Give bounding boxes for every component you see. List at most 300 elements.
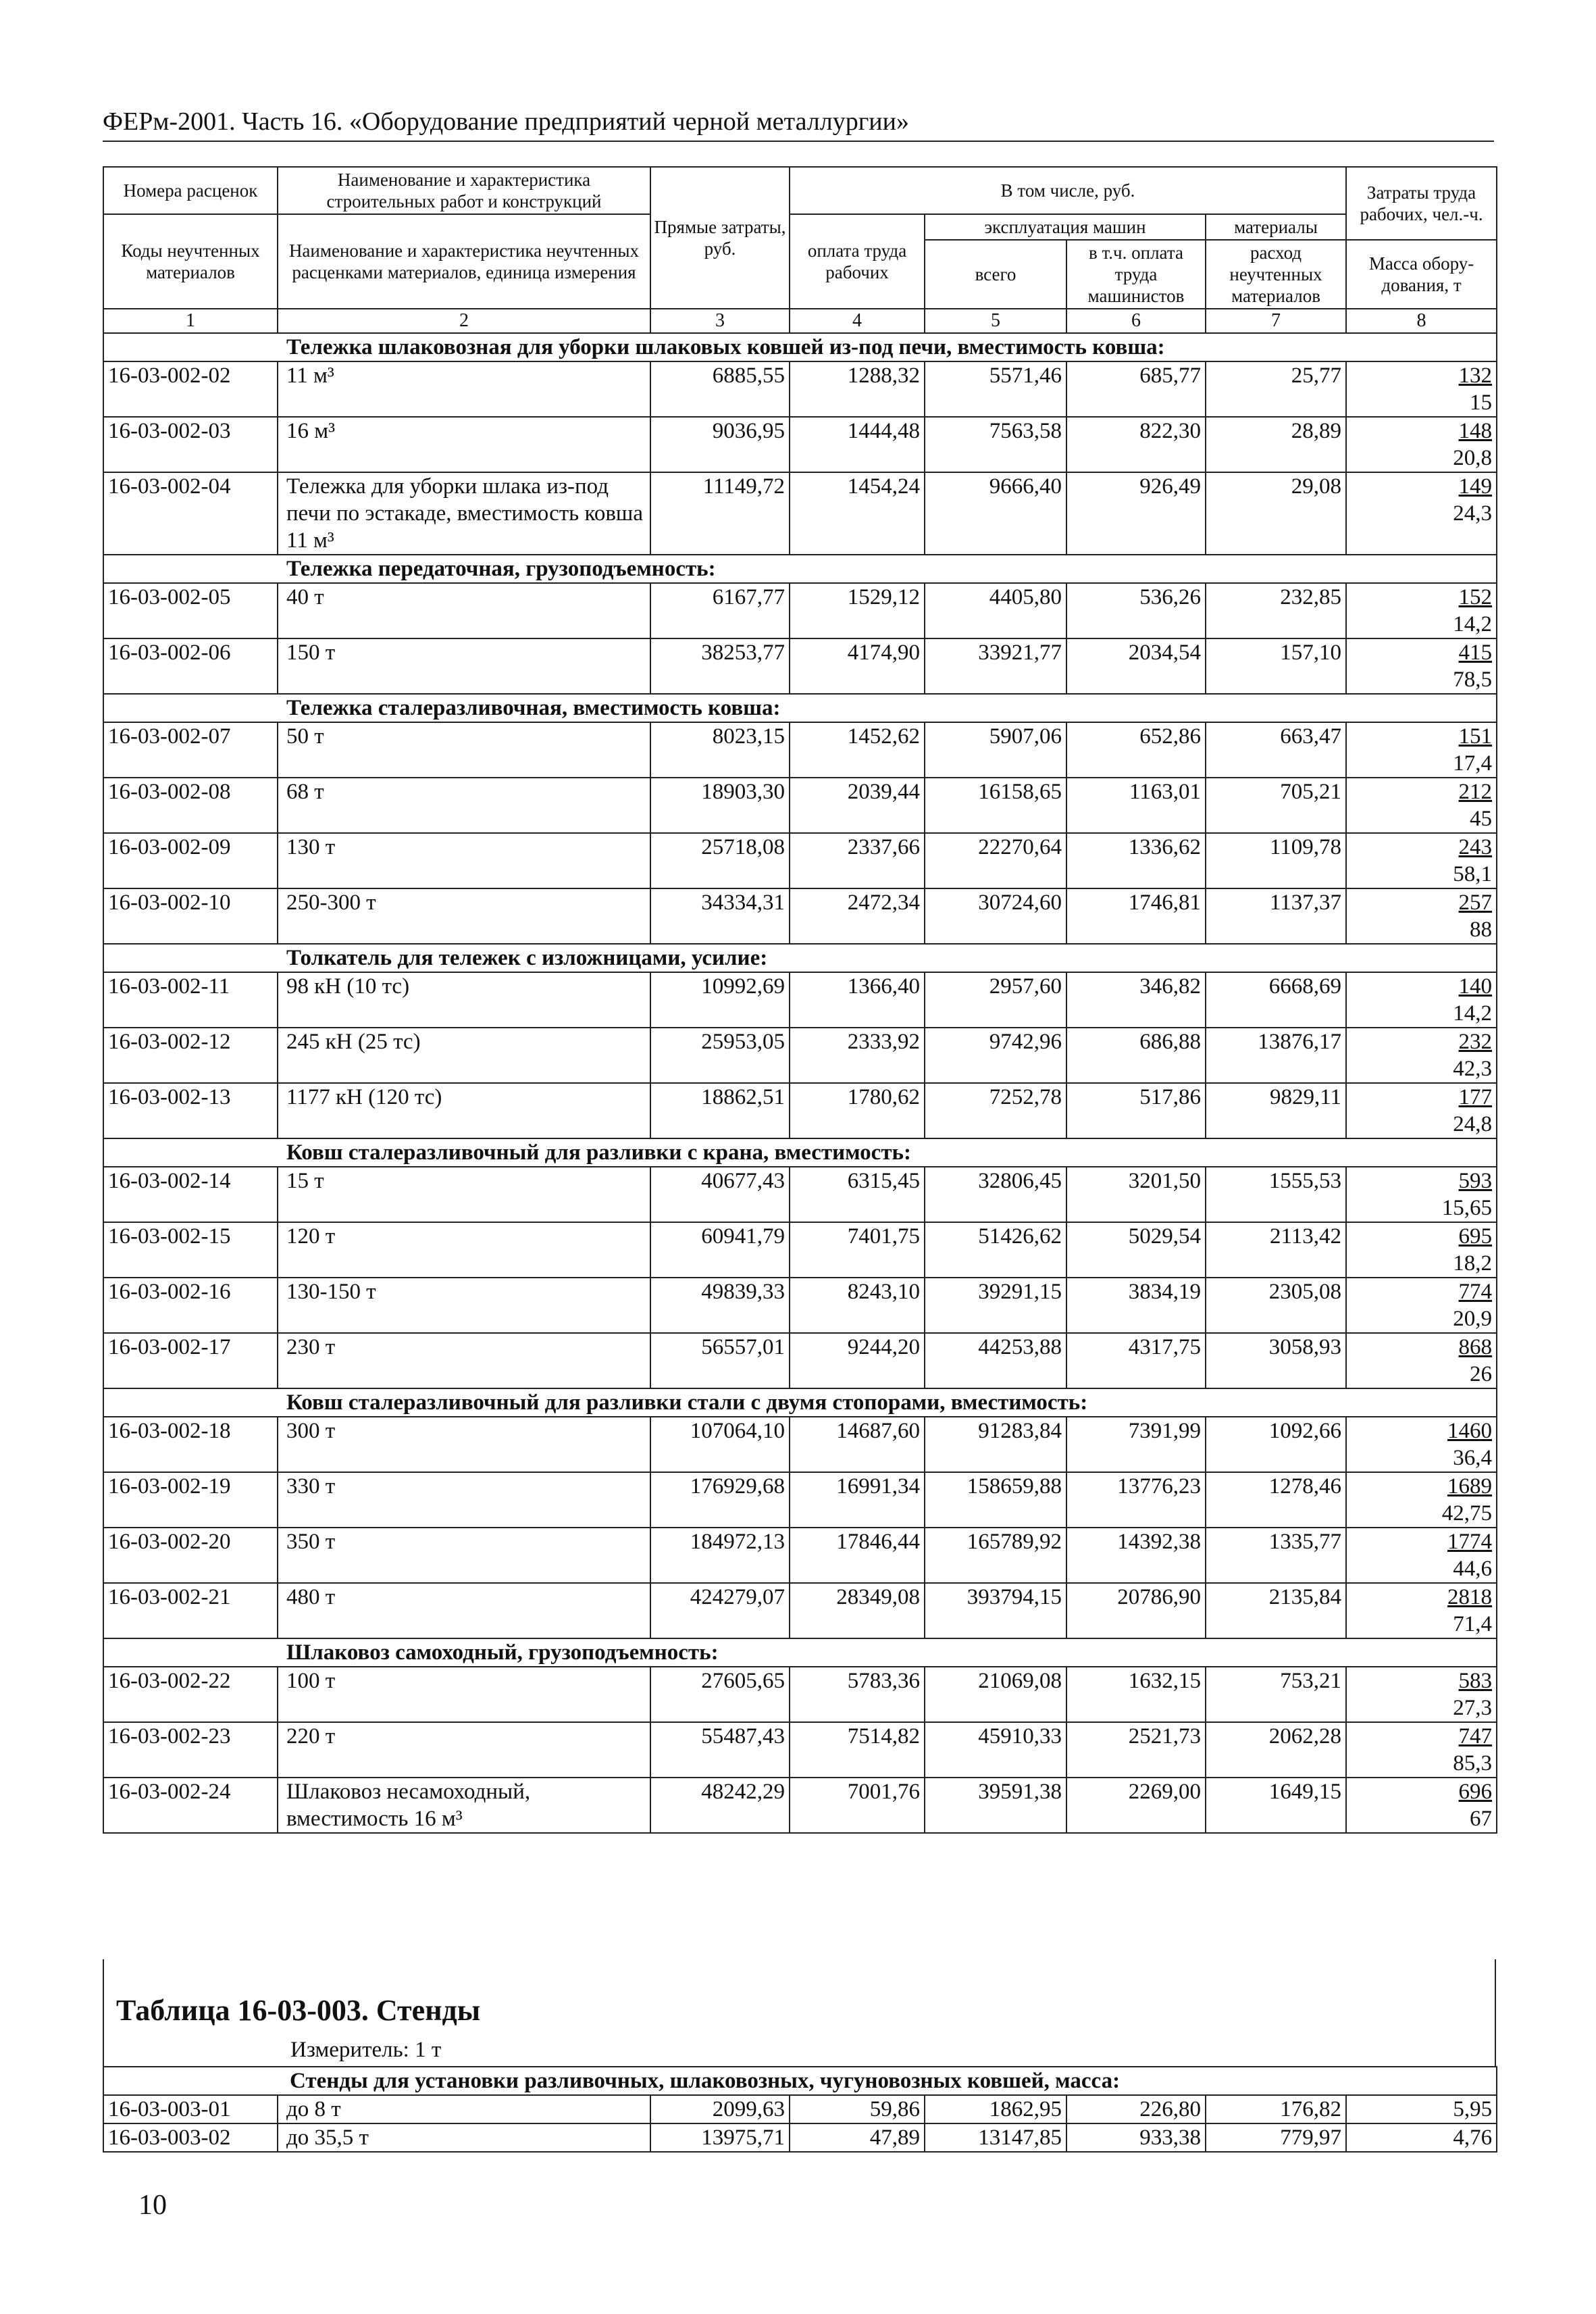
group-row bbox=[103, 1388, 1497, 1417]
mass-value: 15,65 bbox=[1441, 1196, 1493, 1220]
table-row bbox=[103, 1278, 1497, 1333]
operator-pay: 1163,01 bbox=[1066, 778, 1206, 833]
operator-pay: 3834,19 bbox=[1066, 1278, 1206, 1333]
table-row bbox=[103, 1778, 1497, 1833]
table-row bbox=[103, 1417, 1497, 1472]
labor-mass-cell bbox=[1346, 472, 1497, 555]
worker-pay: 59,86 bbox=[790, 2095, 925, 2123]
header-mass: Масса обору-дования, т bbox=[1346, 240, 1497, 309]
worker-pay: 6315,45 bbox=[790, 1167, 925, 1222]
labor-value: 593 bbox=[1458, 1169, 1493, 1193]
work-name: 50 т bbox=[278, 722, 650, 778]
machines-total: 9742,96 bbox=[925, 1028, 1066, 1083]
group-title: Тележка шлаковозная для уборки шлаковых ковшей из-под печи, вместимость ковша: bbox=[103, 333, 1497, 361]
worker-pay: 1454,24 bbox=[790, 472, 925, 555]
group-row bbox=[103, 944, 1497, 972]
labor-value: 232 bbox=[1458, 1030, 1493, 1054]
labor-mass-cell bbox=[1346, 1583, 1497, 1638]
machines-total: 393794,15 bbox=[925, 1583, 1066, 1638]
operator-pay: 1632,15 bbox=[1066, 1667, 1206, 1722]
work-name: 250-300 т bbox=[278, 888, 650, 944]
worker-pay: 7001,76 bbox=[790, 1778, 925, 1833]
machines-total: 44253,88 bbox=[925, 1333, 1066, 1388]
direct-costs: 184972,13 bbox=[650, 1528, 790, 1583]
worker-pay: 47,89 bbox=[790, 2123, 925, 2152]
labor-value: 152 bbox=[1458, 585, 1493, 609]
table-row bbox=[103, 722, 1497, 778]
work-name: 245 кН (25 тс) bbox=[278, 1028, 650, 1083]
materials: 1109,78 bbox=[1206, 833, 1346, 888]
materials: 2305,08 bbox=[1206, 1278, 1346, 1333]
materials: 1649,15 bbox=[1206, 1778, 1346, 1833]
direct-costs: 10992,69 bbox=[650, 972, 790, 1028]
labor-mass-cell bbox=[1346, 972, 1497, 1028]
labor-value: 696 bbox=[1458, 1780, 1493, 1804]
labor-mass-cell bbox=[1346, 1167, 1497, 1222]
table-row bbox=[103, 1667, 1497, 1722]
direct-costs: 176929,68 bbox=[650, 1472, 790, 1528]
rate-code: 16-03-002-05 bbox=[103, 583, 278, 638]
labor-mass-cell bbox=[1346, 888, 1497, 944]
rate-code: 16-03-002-23 bbox=[103, 1722, 278, 1778]
work-name: 68 т bbox=[278, 778, 650, 833]
header-labor: Затраты труда рабочих, чел.-ч. bbox=[1346, 167, 1497, 240]
labor-value: 148 bbox=[1458, 419, 1493, 443]
frame-line bbox=[1495, 1959, 1496, 2067]
rate-code: 16-03-002-15 bbox=[103, 1222, 278, 1278]
mass-value: 18,2 bbox=[1453, 1251, 1493, 1276]
labor-mass-cell bbox=[1346, 1472, 1497, 1528]
materials: 2113,42 bbox=[1206, 1222, 1346, 1278]
table-row bbox=[103, 833, 1497, 888]
direct-costs: 424279,07 bbox=[650, 1583, 790, 1638]
machines-total: 91283,84 bbox=[925, 1417, 1066, 1472]
mass-value: 20,8 bbox=[1453, 446, 1493, 470]
mass-value: 42,3 bbox=[1453, 1057, 1493, 1081]
direct-costs: 2099,63 bbox=[650, 2095, 790, 2123]
table-row bbox=[103, 1722, 1497, 1778]
rate-code: 16-03-002-11 bbox=[103, 972, 278, 1028]
machines-total: 5907,06 bbox=[925, 722, 1066, 778]
direct-costs: 27605,65 bbox=[650, 1667, 790, 1722]
machines-total: 30724,60 bbox=[925, 888, 1066, 944]
operator-pay: 686,88 bbox=[1066, 1028, 1206, 1083]
machines-total: 165789,92 bbox=[925, 1528, 1066, 1583]
labor-mass-cell bbox=[1346, 417, 1497, 472]
materials: 6668,69 bbox=[1206, 972, 1346, 1028]
table-row bbox=[103, 1472, 1497, 1528]
labor-mass-cell bbox=[1346, 722, 1497, 778]
work-name: 480 т bbox=[278, 1583, 650, 1638]
column-number: 6 bbox=[1066, 309, 1206, 333]
work-name: 130-150 т bbox=[278, 1278, 650, 1333]
mass-value: 44,6 bbox=[1453, 1557, 1493, 1581]
labor-mass-cell bbox=[1346, 1222, 1497, 1278]
work-name: 120 т bbox=[278, 1222, 650, 1278]
worker-pay: 1780,62 bbox=[790, 1083, 925, 1138]
machines-total: 45910,33 bbox=[925, 1722, 1066, 1778]
table-row bbox=[103, 638, 1497, 694]
operator-pay: 13776,23 bbox=[1066, 1472, 1206, 1528]
header-direct-costs: Прямые затраты, руб. bbox=[650, 167, 790, 309]
work-name: 300 т bbox=[278, 1417, 650, 1472]
work-name: 330 т bbox=[278, 1472, 650, 1528]
materials: 9829,11 bbox=[1206, 1083, 1346, 1138]
labor-value: 1689 bbox=[1447, 1474, 1493, 1499]
work-name: 40 т bbox=[278, 583, 650, 638]
labor-mass-cell bbox=[1346, 361, 1497, 417]
direct-costs: 18862,51 bbox=[650, 1083, 790, 1138]
table-row bbox=[103, 1167, 1497, 1222]
labor-value: 243 bbox=[1458, 835, 1493, 859]
table-row bbox=[103, 361, 1497, 417]
labor-mass-cell bbox=[1346, 1333, 1497, 1388]
work-name: 98 кН (10 тс) bbox=[278, 972, 650, 1028]
header-materials-use: расход неучтенных материалов bbox=[1206, 240, 1346, 309]
operator-pay: 685,77 bbox=[1066, 361, 1206, 417]
machines-total: 1862,95 bbox=[925, 2095, 1066, 2123]
table-row bbox=[103, 1333, 1497, 1388]
operator-pay: 2269,00 bbox=[1066, 1778, 1206, 1833]
labor-value: 415 bbox=[1458, 640, 1493, 665]
mass-value: 27,3 bbox=[1453, 1696, 1493, 1720]
mass-value: 24,8 bbox=[1453, 1112, 1493, 1136]
materials: 29,08 bbox=[1206, 472, 1346, 555]
column-number: 2 bbox=[278, 309, 650, 333]
operator-pay: 14392,38 bbox=[1066, 1528, 1206, 1583]
worker-pay: 2333,92 bbox=[790, 1028, 925, 1083]
group-row bbox=[103, 1138, 1497, 1167]
mass-value: 26 bbox=[1470, 1362, 1493, 1386]
direct-costs: 6167,77 bbox=[650, 583, 790, 638]
frame-line bbox=[103, 1959, 104, 2067]
group-title: Ковш сталеразливочный для разливки с крана, вместимость: bbox=[103, 1138, 1497, 1167]
labor-mass-cell bbox=[1346, 1028, 1497, 1083]
machines-total: 22270,64 bbox=[925, 833, 1066, 888]
worker-pay: 9244,20 bbox=[790, 1333, 925, 1388]
rates-table bbox=[103, 166, 1497, 1834]
labor-mass-cell bbox=[1346, 1417, 1497, 1472]
work-name: 1177 кН (120 тс) bbox=[278, 1083, 650, 1138]
machines-total: 4405,80 bbox=[925, 583, 1066, 638]
labor-value: 1774 bbox=[1447, 1530, 1493, 1554]
operator-pay: 5029,54 bbox=[1066, 1222, 1206, 1278]
rate-code: 16-03-002-14 bbox=[103, 1167, 278, 1222]
group-row bbox=[103, 694, 1497, 722]
labor-value: 140 bbox=[1458, 974, 1493, 999]
direct-costs: 48242,29 bbox=[650, 1778, 790, 1833]
worker-pay: 1444,48 bbox=[790, 417, 925, 472]
header-operator-pay: в т.ч. оплата труда машинистов bbox=[1066, 240, 1206, 309]
labor-mass-cell bbox=[1346, 1083, 1497, 1138]
table-row bbox=[103, 1028, 1497, 1083]
mass-value: 14,2 bbox=[1453, 1001, 1493, 1026]
direct-costs: 25718,08 bbox=[650, 833, 790, 888]
materials: 1555,53 bbox=[1206, 1167, 1346, 1222]
operator-pay: 822,30 bbox=[1066, 417, 1206, 472]
machines-total: 39291,15 bbox=[925, 1278, 1066, 1333]
rate-code: 16-03-002-06 bbox=[103, 638, 278, 694]
materials: 2062,28 bbox=[1206, 1722, 1346, 1778]
table-row bbox=[103, 2123, 1497, 2152]
machines-total: 5571,46 bbox=[925, 361, 1066, 417]
labor-value: 695 bbox=[1458, 1224, 1493, 1249]
header-material-name: Наименование и характеристика неучтенных расценками материалов, единица измерения bbox=[278, 214, 650, 309]
work-name: до 35,5 т bbox=[278, 2123, 650, 2152]
operator-pay: 1336,62 bbox=[1066, 833, 1206, 888]
table-row bbox=[103, 972, 1497, 1028]
table-row bbox=[103, 888, 1497, 944]
column-number: 4 bbox=[790, 309, 925, 333]
table-row bbox=[103, 1083, 1497, 1138]
rate-code: 16-03-002-04 bbox=[103, 472, 278, 555]
labor-value: 132 bbox=[1458, 363, 1493, 388]
group-title: Стенды для установки разливочных, шлаковозных, чугуновозных ковшей, масса: bbox=[103, 2067, 1497, 2095]
table-row bbox=[103, 778, 1497, 833]
labor-mass-cell bbox=[1346, 583, 1497, 638]
rate-code: 16-03-003-01 bbox=[103, 2095, 278, 2123]
group-title: Тележка сталеразливочная, вместимость ковша: bbox=[103, 694, 1497, 722]
worker-pay: 1529,12 bbox=[790, 583, 925, 638]
work-name: 230 т bbox=[278, 1333, 650, 1388]
worker-pay: 14687,60 bbox=[790, 1417, 925, 1472]
rate-code: 16-03-002-22 bbox=[103, 1667, 278, 1722]
direct-costs: 25953,05 bbox=[650, 1028, 790, 1083]
rate-code: 16-03-002-09 bbox=[103, 833, 278, 888]
machines-total: 21069,08 bbox=[925, 1667, 1066, 1722]
labor-value: 177 bbox=[1458, 1085, 1493, 1109]
direct-costs: 9036,95 bbox=[650, 417, 790, 472]
direct-costs: 49839,33 bbox=[650, 1278, 790, 1333]
mass-value: 5,95 bbox=[1346, 2095, 1497, 2123]
stands-table bbox=[103, 2066, 1497, 2153]
header-work-name: Наименование и характеристика строительных работ и конструкций bbox=[278, 167, 650, 214]
labor-mass-cell bbox=[1346, 1667, 1497, 1722]
mass-value: 78,5 bbox=[1453, 668, 1493, 692]
work-name: 350 т bbox=[278, 1528, 650, 1583]
operator-pay: 517,86 bbox=[1066, 1083, 1206, 1138]
materials: 3058,93 bbox=[1206, 1333, 1346, 1388]
column-number: 3 bbox=[650, 309, 790, 333]
mass-value: 45 bbox=[1470, 807, 1493, 831]
labor-mass-cell bbox=[1346, 1278, 1497, 1333]
machines-total: 9666,40 bbox=[925, 472, 1066, 555]
operator-pay: 652,86 bbox=[1066, 722, 1206, 778]
materials: 2135,84 bbox=[1206, 1583, 1346, 1638]
group-title: Тележка передаточная, грузоподъемность: bbox=[103, 555, 1497, 583]
group-row bbox=[103, 333, 1497, 361]
header-machines-total: всего bbox=[925, 240, 1066, 309]
labor-value: 212 bbox=[1458, 780, 1493, 804]
rate-code: 16-03-002-17 bbox=[103, 1333, 278, 1388]
rate-code: 16-03-002-02 bbox=[103, 361, 278, 417]
work-name: Тележка для уборки шлака из-под печи по эстакаде, вместимость ковша 11 м³ bbox=[278, 472, 650, 555]
machines-total: 32806,45 bbox=[925, 1167, 1066, 1222]
labor-value: 774 bbox=[1458, 1280, 1493, 1304]
mass-value: 15 bbox=[1470, 391, 1493, 415]
materials: 1092,66 bbox=[1206, 1417, 1346, 1472]
operator-pay: 20786,90 bbox=[1066, 1583, 1206, 1638]
direct-costs: 34334,31 bbox=[650, 888, 790, 944]
operator-pay: 4317,75 bbox=[1066, 1333, 1206, 1388]
direct-costs: 55487,43 bbox=[650, 1722, 790, 1778]
work-name: 16 м³ bbox=[278, 417, 650, 472]
rate-code: 16-03-002-07 bbox=[103, 722, 278, 778]
worker-pay: 1288,32 bbox=[790, 361, 925, 417]
rate-code: 16-03-002-12 bbox=[103, 1028, 278, 1083]
rate-code: 16-03-002-24 bbox=[103, 1778, 278, 1833]
group-title: Шлаковоз самоходный, грузоподъемность: bbox=[103, 1638, 1497, 1667]
machines-total: 13147,85 bbox=[925, 2123, 1066, 2152]
table-row bbox=[103, 2095, 1497, 2123]
page-header: ФЕРм-2001. Часть 16. «Оборудование предприятий черной металлургии» bbox=[103, 107, 1494, 142]
table-row bbox=[103, 1528, 1497, 1583]
mass-value: 42,75 bbox=[1441, 1501, 1493, 1526]
operator-pay: 7391,99 bbox=[1066, 1417, 1206, 1472]
machines-total: 33921,77 bbox=[925, 638, 1066, 694]
group-row bbox=[103, 555, 1497, 583]
machines-total: 7252,78 bbox=[925, 1083, 1066, 1138]
rate-code: 16-03-002-19 bbox=[103, 1472, 278, 1528]
materials: 1278,46 bbox=[1206, 1472, 1346, 1528]
materials: 1137,37 bbox=[1206, 888, 1346, 944]
operator-pay: 226,80 bbox=[1066, 2095, 1206, 2123]
mass-value: 85,3 bbox=[1453, 1751, 1493, 1776]
machines-total: 39591,38 bbox=[925, 1778, 1066, 1833]
column-number: 1 bbox=[103, 309, 278, 333]
work-name: 220 т bbox=[278, 1722, 650, 1778]
header-machines: эксплуатация машин bbox=[925, 214, 1206, 240]
group-row bbox=[103, 1638, 1497, 1667]
labor-mass-cell bbox=[1346, 638, 1497, 694]
direct-costs: 13975,71 bbox=[650, 2123, 790, 2152]
worker-pay: 17846,44 bbox=[790, 1528, 925, 1583]
direct-costs: 38253,77 bbox=[650, 638, 790, 694]
operator-pay: 2034,54 bbox=[1066, 638, 1206, 694]
operator-pay: 926,49 bbox=[1066, 472, 1206, 555]
rate-code: 16-03-002-18 bbox=[103, 1417, 278, 1472]
labor-value: 583 bbox=[1458, 1669, 1493, 1693]
worker-pay: 1452,62 bbox=[790, 722, 925, 778]
rate-code: 16-03-002-03 bbox=[103, 417, 278, 472]
direct-costs: 107064,10 bbox=[650, 1417, 790, 1472]
rate-code: 16-03-002-08 bbox=[103, 778, 278, 833]
direct-costs: 6885,55 bbox=[650, 361, 790, 417]
direct-costs: 40677,43 bbox=[650, 1167, 790, 1222]
mass-value: 20,9 bbox=[1453, 1307, 1493, 1331]
column-number: 5 bbox=[925, 309, 1066, 333]
labor-value: 1460 bbox=[1447, 1419, 1493, 1443]
labor-mass-cell bbox=[1346, 1722, 1497, 1778]
materials: 779,97 bbox=[1206, 2123, 1346, 2152]
mass-value: 36,4 bbox=[1453, 1446, 1493, 1470]
table-row bbox=[103, 472, 1497, 555]
mass-value: 67 bbox=[1470, 1807, 1493, 1831]
labor-value: 747 bbox=[1458, 1724, 1493, 1749]
direct-costs: 56557,01 bbox=[650, 1333, 790, 1388]
materials: 753,21 bbox=[1206, 1667, 1346, 1722]
materials: 176,82 bbox=[1206, 2095, 1346, 2123]
table2-measure: Измеритель: 1 т bbox=[290, 2038, 442, 2062]
table-row bbox=[103, 1222, 1497, 1278]
mass-value: 4,76 bbox=[1346, 2123, 1497, 2152]
machines-total: 7563,58 bbox=[925, 417, 1066, 472]
materials: 1335,77 bbox=[1206, 1528, 1346, 1583]
labor-value: 149 bbox=[1458, 474, 1493, 499]
materials: 663,47 bbox=[1206, 722, 1346, 778]
work-name: 100 т bbox=[278, 1667, 650, 1722]
column-number: 8 bbox=[1346, 309, 1497, 333]
group-row bbox=[103, 2067, 1497, 2095]
machines-total: 51426,62 bbox=[925, 1222, 1066, 1278]
machines-total: 158659,88 bbox=[925, 1472, 1066, 1528]
worker-pay: 2039,44 bbox=[790, 778, 925, 833]
mass-value: 58,1 bbox=[1453, 862, 1493, 886]
materials: 25,77 bbox=[1206, 361, 1346, 417]
mass-value: 88 bbox=[1470, 917, 1493, 942]
materials: 13876,17 bbox=[1206, 1028, 1346, 1083]
operator-pay: 536,26 bbox=[1066, 583, 1206, 638]
mass-value: 14,2 bbox=[1453, 612, 1493, 636]
work-name: 11 м³ bbox=[278, 361, 650, 417]
work-name: Шлаковоз несамоходный, вместимость 16 м³ bbox=[278, 1778, 650, 1833]
labor-value: 2818 bbox=[1447, 1585, 1493, 1609]
table-row bbox=[103, 417, 1497, 472]
labor-mass-cell bbox=[1346, 1528, 1497, 1583]
header-materials: материалы bbox=[1206, 214, 1346, 240]
worker-pay: 2472,34 bbox=[790, 888, 925, 944]
labor-mass-cell bbox=[1346, 833, 1497, 888]
worker-pay: 16991,34 bbox=[790, 1472, 925, 1528]
rate-code: 16-03-003-02 bbox=[103, 2123, 278, 2152]
direct-costs: 60941,79 bbox=[650, 1222, 790, 1278]
work-name: до 8 т bbox=[278, 2095, 650, 2123]
worker-pay: 1366,40 bbox=[790, 972, 925, 1028]
direct-costs: 11149,72 bbox=[650, 472, 790, 555]
mass-value: 24,3 bbox=[1453, 501, 1493, 526]
worker-pay: 2337,66 bbox=[790, 833, 925, 888]
table-row bbox=[103, 1583, 1497, 1638]
materials: 232,85 bbox=[1206, 583, 1346, 638]
materials: 28,89 bbox=[1206, 417, 1346, 472]
work-name: 150 т bbox=[278, 638, 650, 694]
materials: 705,21 bbox=[1206, 778, 1346, 833]
direct-costs: 18903,30 bbox=[650, 778, 790, 833]
rate-code: 16-03-002-16 bbox=[103, 1278, 278, 1333]
rate-code: 16-03-002-10 bbox=[103, 888, 278, 944]
labor-value: 257 bbox=[1458, 890, 1493, 915]
work-name: 15 т bbox=[278, 1167, 650, 1222]
worker-pay: 28349,08 bbox=[790, 1583, 925, 1638]
table-row bbox=[103, 583, 1497, 638]
operator-pay: 1746,81 bbox=[1066, 888, 1206, 944]
table2-title: Таблица 16-03-003. Стенды bbox=[116, 1994, 481, 2027]
labor-mass-cell bbox=[1346, 778, 1497, 833]
header-material-codes: Коды неучтенных материалов bbox=[103, 214, 278, 309]
operator-pay: 346,82 bbox=[1066, 972, 1206, 1028]
worker-pay: 7401,75 bbox=[790, 1222, 925, 1278]
rate-code: 16-03-002-13 bbox=[103, 1083, 278, 1138]
work-name: 130 т bbox=[278, 833, 650, 888]
labor-value: 151 bbox=[1458, 724, 1493, 749]
column-number: 7 bbox=[1206, 309, 1346, 333]
direct-costs: 8023,15 bbox=[650, 722, 790, 778]
worker-pay: 5783,36 bbox=[790, 1667, 925, 1722]
worker-pay: 7514,82 bbox=[790, 1722, 925, 1778]
labor-mass-cell bbox=[1346, 1778, 1497, 1833]
operator-pay: 2521,73 bbox=[1066, 1722, 1206, 1778]
materials: 157,10 bbox=[1206, 638, 1346, 694]
